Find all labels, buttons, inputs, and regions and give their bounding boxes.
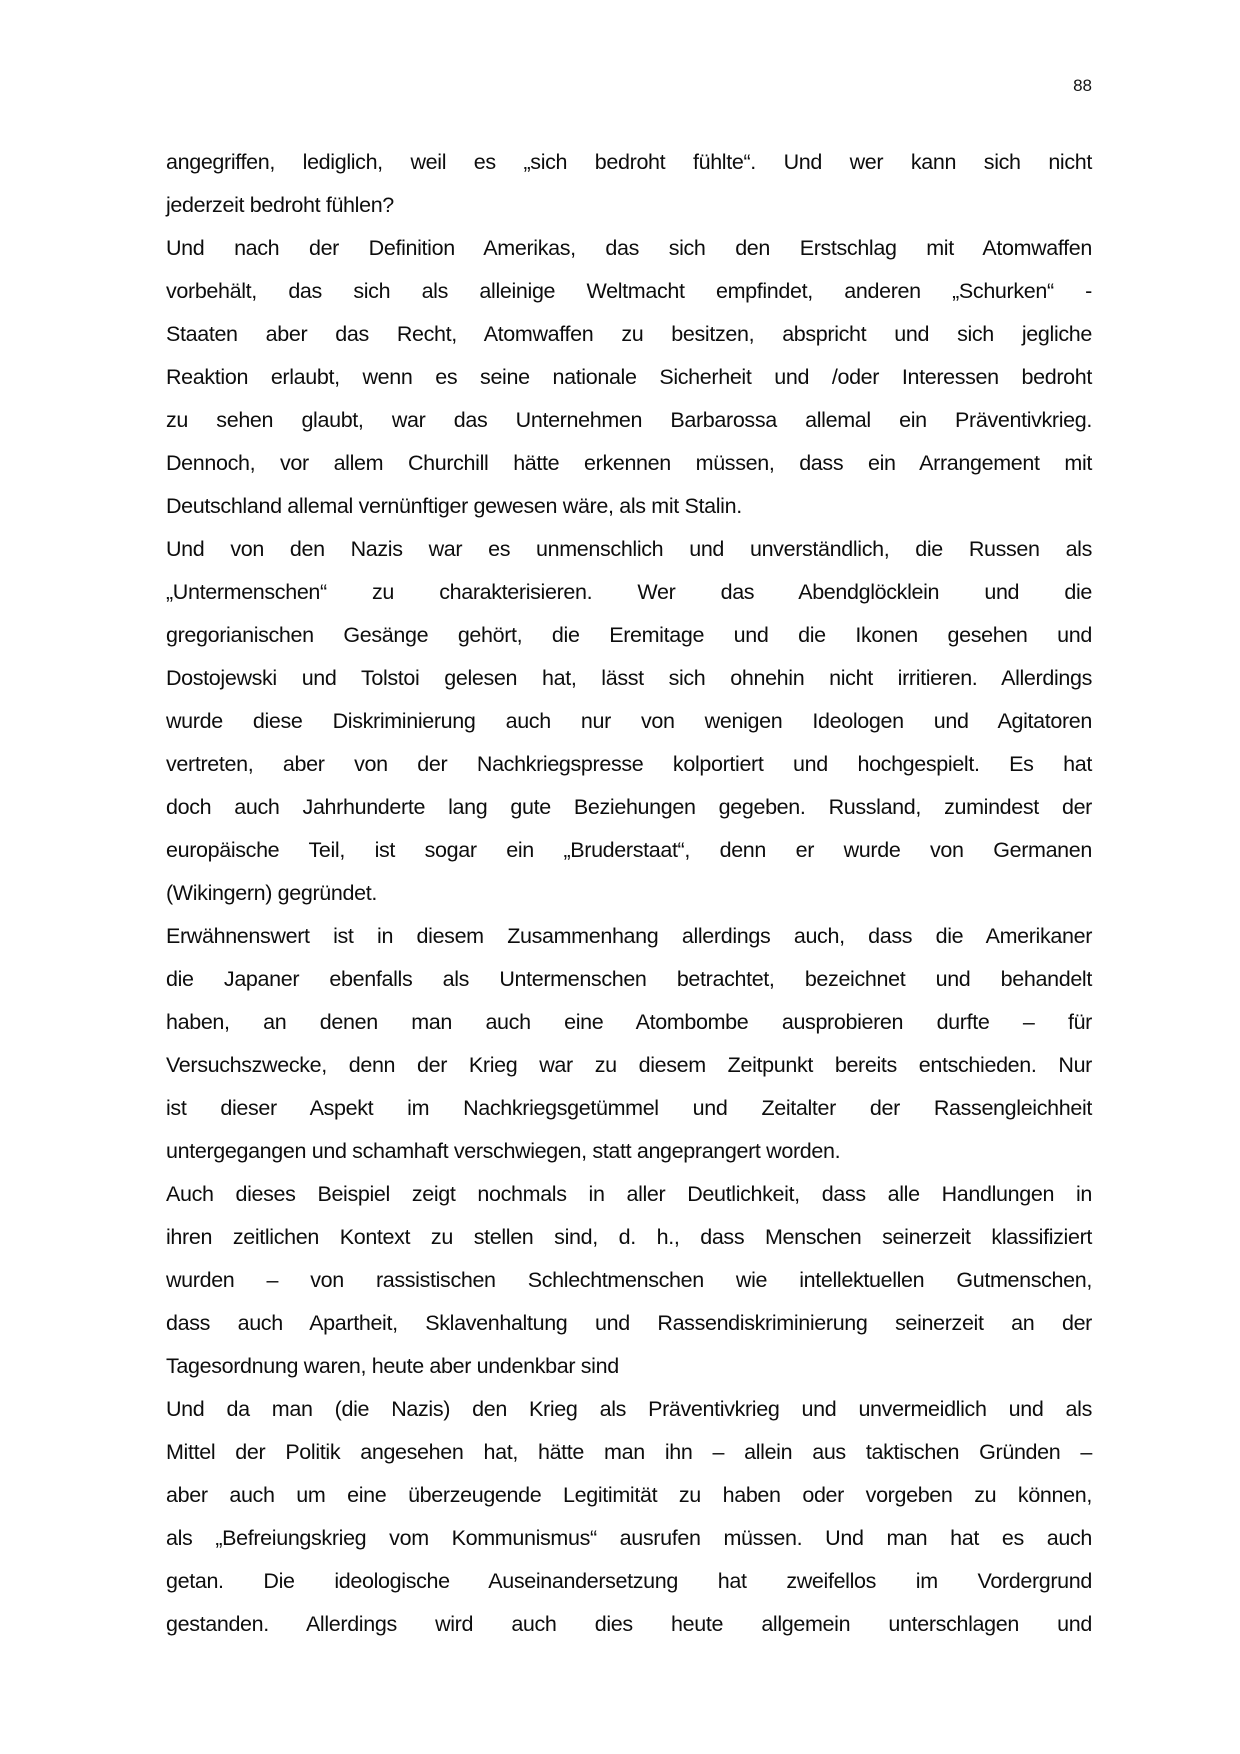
text-line: Versuchszwecke, denn der Krieg war zu diesem Zeitpunkt bereits entschieden. Nur: [166, 1053, 1092, 1077]
text-line: Und von den Nazis war es unmenschlich und unverständlich, die Russen als: [166, 537, 1092, 561]
text-line: wurde diese Diskriminierung auch nur von wenigen Ideologen und Agitatoren: [166, 709, 1092, 733]
text-line: doch auch Jahrhunderte lang gute Beziehungen gegeben. Russland, zumindest der: [166, 795, 1092, 819]
text-line: zu sehen glaubt, war das Unternehmen Barbarossa allemal ein Präventivkrieg.: [166, 408, 1092, 432]
text-line: Deutschland allemal vernünftiger gewesen wäre, als mit Stalin.: [166, 494, 742, 518]
text-line: Tagesordnung waren, heute aber undenkbar sind: [166, 1354, 619, 1378]
text-line: Und nach der Definition Amerikas, das sich den Erstschlag mit Atomwaffen: [166, 236, 1092, 260]
text-line: Auch dieses Beispiel zeigt nochmals in aller Deutlichkeit, dass alle Handlungen in: [166, 1182, 1092, 1206]
text-line: gregorianischen Gesänge gehört, die Eremitage und die Ikonen gesehen und: [166, 623, 1092, 647]
text-line: Staaten aber das Recht, Atomwaffen zu besitzen, abspricht und sich jegliche: [166, 322, 1092, 346]
text-line: (Wikingern) gegründet.: [166, 881, 377, 905]
body-text: [166, 147, 1092, 1652]
text-line: ist dieser Aspekt im Nachkriegsgetümmel und Zeitalter der Rassengleichheit: [166, 1096, 1092, 1120]
text-line: die Japaner ebenfalls als Untermenschen betrachtet, bezeichnet und behandelt: [166, 967, 1092, 991]
text-line: Dennoch, vor allem Churchill hätte erkennen müssen, dass ein Arrangement mit: [166, 451, 1092, 475]
text-line: angegriffen, lediglich, weil es „sich bedroht fühlte“. Und wer kann sich nicht: [166, 150, 1092, 174]
text-line: als „Befreiungskrieg vom Kommunismus“ ausrufen müssen. Und man hat es auch: [166, 1526, 1092, 1550]
text-line: aber auch um eine überzeugende Legitimität zu haben oder vorgeben zu können,: [166, 1483, 1092, 1507]
text-line: Reaktion erlaubt, wenn es seine nationale Sicherheit und /oder Interessen bedroht: [166, 365, 1092, 389]
text-line: vertreten, aber von der Nachkriegspresse kolportiert und hochgespielt. Es hat: [166, 752, 1092, 776]
text-line: untergegangen und schamhaft verschwiegen, statt angeprangert worden.: [166, 1139, 841, 1163]
page-number: 88: [1073, 76, 1092, 95]
text-line: „Untermenschen“ zu charakterisieren. Wer das Abendglöcklein und die: [166, 580, 1092, 604]
text-line: vorbehält, das sich als alleinige Weltmacht empfindet, anderen „Schurken“ -: [166, 279, 1092, 303]
text-line: Erwähnenswert ist in diesem Zusammenhang allerdings auch, dass die Amerikaner: [166, 924, 1092, 948]
text-line: getan. Die ideologische Auseinandersetzung hat zweifellos im Vordergrund: [166, 1569, 1092, 1593]
text-line: gestanden. Allerdings wird auch dies heute allgemein unterschlagen und: [166, 1612, 1092, 1636]
text-line: wurden – von rassistischen Schlechtmenschen wie intellektuellen Gutmenschen,: [166, 1268, 1092, 1292]
text-line: dass auch Apartheit, Sklavenhaltung und Rassendiskriminierung seinerzeit an der: [166, 1311, 1092, 1335]
text-line: Und da man (die Nazis) den Krieg als Präventivkrieg und unvermeidlich und als: [166, 1397, 1092, 1421]
text-line: haben, an denen man auch eine Atombombe ausprobieren durfte – für: [166, 1010, 1092, 1034]
text-line: Mittel der Politik angesehen hat, hätte man ihn – allein aus taktischen Gründen –: [166, 1440, 1092, 1464]
text-line: ihren zeitlichen Kontext zu stellen sind, d. h., dass Menschen seinerzeit klassifiziert: [166, 1225, 1092, 1249]
text-line: jederzeit bedroht fühlen?: [166, 193, 394, 217]
text-line: europäische Teil, ist sogar ein „Bruderstaat“, denn er wurde von Germanen: [166, 838, 1092, 862]
text-line: Dostojewski und Tolstoi gelesen hat, lässt sich ohnehin nicht irritieren. Allerdings: [166, 666, 1092, 690]
